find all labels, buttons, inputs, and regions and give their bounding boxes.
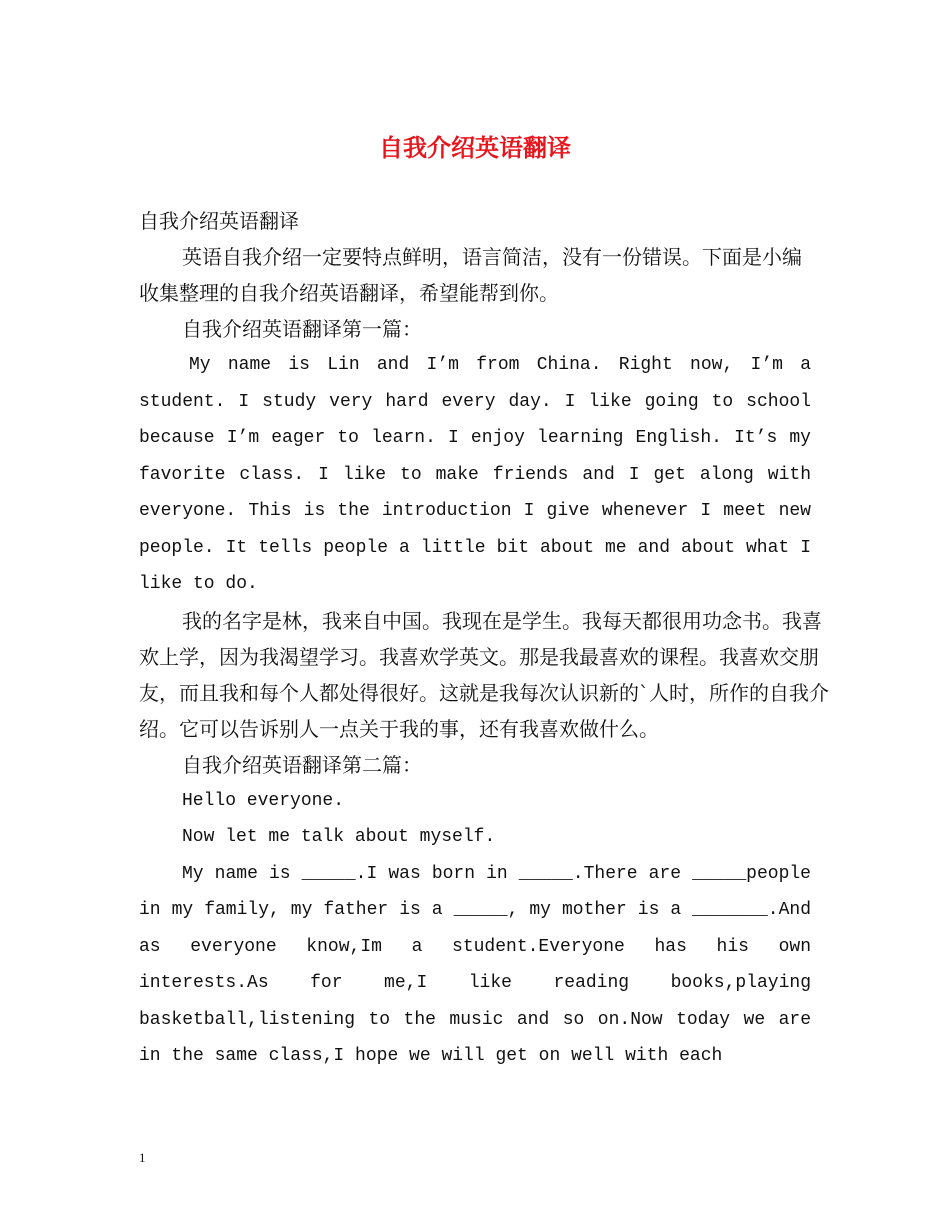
subtitle: 自我介绍英语翻译 — [139, 209, 299, 233]
page-number: 1 — [139, 1150, 146, 1165]
document-body — [139, 203, 829, 1075]
section1-heading: 自我介绍英语翻译第一篇： — [182, 317, 422, 341]
section2-intro-line: Now let me talk about myself. — [182, 827, 496, 847]
section2-heading: 自我介绍英语翻译第二篇： — [182, 752, 422, 777]
section1-english-paragraph: My name is Lin and I’m from China. Right now, I’m a student. I study very hard every day. I like going to school because I’m eager to learn. I enjoy learning English. It’s my favorite class. I like to make friends and I get along with everyone. This is the introduction I give whenever I meet new people. It tells people a little bit about me and about what I like to do. — [139, 355, 811, 594]
section1-chinese-paragraph: 我的名字是林，我来自中国。我现在是学生。我每天都很用功念书。我喜欢上学，因为我渴望学习。我喜欢学英文。那是我最喜欢的课程。我喜欢交朋友，而且我和每个人都处得很好。这就是我每次认识新的`人时，所作的自我介绍。它可以告诉别人一点关于我的事，还有我喜欢做什么。 — [139, 608, 829, 741]
section2-greeting: Hello everyone. — [182, 790, 345, 811]
section2-paragraph: My name is _____.I was born in _____.There are _____people in my family, my father is a _____, my mother is a _______.And as everyone know,Im a student.Everyone has his own interests.As for me,I like reading books,playing basketball,listening to the music and so on.Now today we are in the same class,I hope we will get on well with each — [139, 863, 811, 1066]
intro-paragraph: 英语自我介绍一定要特点鲜明，语言简洁，没有一份错误。下面是小编收集整理的自我介绍英语翻译，希望能帮到你。 — [139, 245, 802, 305]
document-title: 自我介绍英语翻译 — [379, 134, 571, 162]
